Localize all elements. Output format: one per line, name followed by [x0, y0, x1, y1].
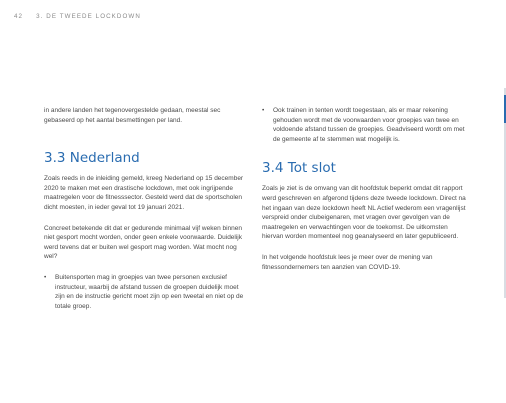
bullet-icon: •: [44, 273, 47, 281]
bullet-item-tenten: [262, 106, 467, 144]
right-column: [262, 106, 467, 272]
bullet-text: Buitensporten mag in groepjes van twee personen exclusief instructeur, waarbij de afstand tussen de groepen duidelijk moet zijn en de instructie gericht moet zijn op een tweetal en niet op de totale groep.: [55, 273, 244, 310]
paragraph-tot-slot-2: In het volgende hoofdstuk lees je meer over de mening van fitnessondernemers ten aanzien van COVID-19.: [262, 253, 433, 271]
bullet-text: Ook trainen in tenten wordt toegestaan, als er maar rekening gehouden wordt met de voorwaarden voor groepjes van twee en voldoende afstand tussen de groepjes. Geadviseerd wordt om met de gemeente af te stemmen wat mogelijk is.: [273, 107, 465, 143]
intro-paragraph: in andere landen het tegenovergestelde gedaan, meestal sec gebaseerd op het aantal besmettingen per land.: [44, 107, 221, 124]
running-header: [14, 13, 141, 20]
bullet-icon: •: [262, 107, 265, 114]
section-heading-3-3: 3.3 Nederland: [44, 150, 140, 167]
paragraph-nederland-2: Concreet betekende dit dat er gedurende minimaal vijf weken binnen niet gesport mocht worden, onder geen enkele voorwaarde. Duidelijk werd tevens dat er buiten wel gesport mag worden. Wat mocht nog wel?: [44, 224, 243, 261]
chapter-title: 3. DE TWEEDE LOCKDOWN: [36, 13, 141, 20]
page-number: 42: [14, 13, 24, 20]
left-column: [44, 106, 249, 311]
paragraph-nederland-1: Zoals reeds in de inleiding gemeld, kreeg Nederland op 15 december 2020 te maken met een drastische lockdown, met ook ingrijpende maatregelen voor de fitnesssector. Gesteld werd dat de sportscholen dicht moesten, in ieder geval tot 19 januari 2021.: [44, 175, 244, 211]
section-heading-3-4: 3.4 Tot slot: [262, 160, 336, 177]
paragraph-tot-slot-1: Zoals je ziet is de omvang van dit hoofdstuk beperkt omdat dit rapport werd geschreven en afgerond tijdens deze tweede lockdown. Direct na het ingaan van deze lockdown heeft NL Actief wederom een vragenlijst verspreid onder clubeigenaren, met vragen over gevolgen van de maatregelen en verwachtingen voor de toekomst. De uitkomsten hiervan worden momenteel nog geanalyseerd en later gepubliceerd.: [262, 185, 466, 241]
bullet-item-buitensporten: [44, 273, 249, 311]
